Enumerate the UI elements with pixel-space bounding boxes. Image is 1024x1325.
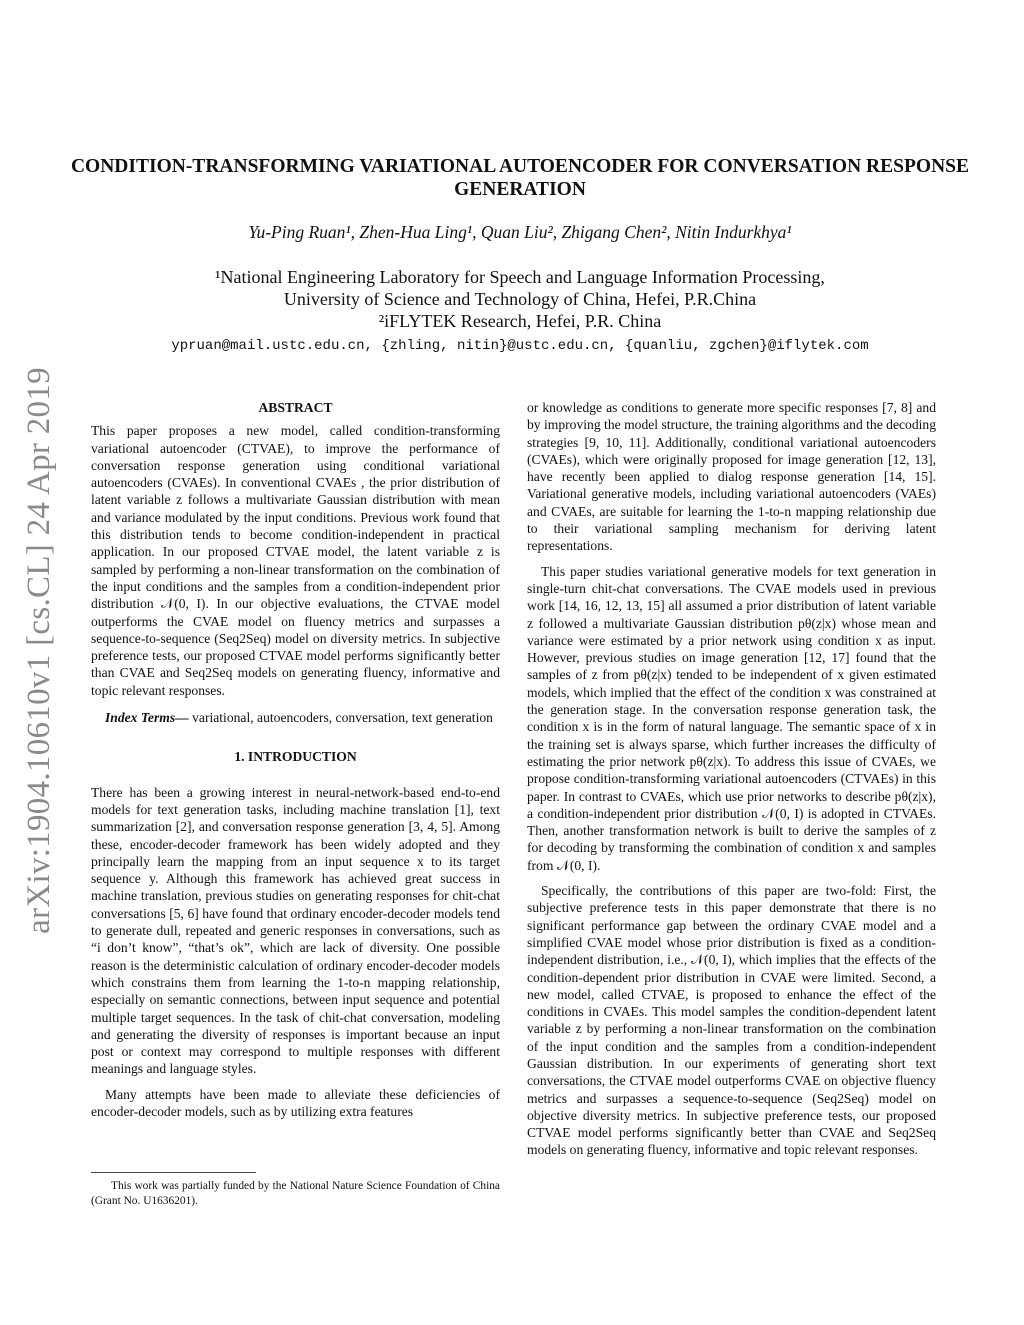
right-paragraph-3: Specifically, the contributions of this paper are two-fold: First, the subjective preference tests in this paper demonstrate that there is no significant performance gap between the ordinary CVAE model and a simplified CVAE model whose prior distribution is fixed as a condition-independent distribution, i.e., 𝒩(0, I), which implies that the effects of the condition-dependent prior distribution in CVAE were limited. Second, a new model, called CTVAE, is proposed to enhance the effect of the conditions in CVAEs. This model samples the condition-dependent latent variable z by performing a non-linear transformation on the combination of the input condition and the samples from a condition-independent Gaussian distribution. In our experiments of generating short text conversations, the CTVAE model outperforms CVAE on objective fluency metrics and surpasses a sequence-to-sequence (Seq2Seq) model on objective diversity metrics. In subjective preference tests, our proposed CTVAE model performs significantly better than CVAE and Seq2Seq models on generating fluency, informative and topic relevant responses.	[527, 883, 936, 1158]
index-terms-text: variational, autoencoders, conversation, text generation	[188, 710, 493, 726]
right-paragraph-2: This paper studies variational generative models for text generation in single-turn chit-chat conversations. The CVAE models used in previous work [14, 16, 12, 13, 15] all assumed a prior distribution of latent variable z followed a multivariate Gaussian distribution pθ(z|x) whose mean and variance were estimated by a prior network using condition x as input. However, previous studies on image generation [12, 17] found that the samples of z from pθ(z|x) tended to be independent of x given estimated models, which implied that the effect of the condition x was constrained at the generation stage. In the conversation response generation task, the condition x is in the form of natural language. The semantic space of x in the training set is always sparse, which further increases the difficulty of estimating the prior network pθ(z|x). To address this issue of CVAEs, we propose condition-transforming variational autoencoders (CTVAEs) in this paper. In contrast to CVAEs, which use prior networks to describe pθ(z|x), a condition-independent prior distribution 𝒩(0, I) is adopted in CTVAEs. Then, another transformation network is built to derive the samples of z for decoding by transforming the combination of condition x and samples from 𝒩(0, I).	[527, 563, 936, 873]
footnote-text: This work was partially funded by the National Nature Science Foundation of China (Grant No. U1636201).	[91, 1180, 500, 1207]
abstract-text: This paper proposes a new model, called condition-transforming variational autoencoder (CTVAE), to improve the performance of conversation response generation using conditional variational autoencoders (CVAEs). In conventional CVAEs , the prior distribution of latent variable z follows a multivariate Gaussian distribution with mean and variance modulated by the input conditions. Previous work found that this distribution tends to become condition-independent in practical application. In our proposed CTVAE model, the latent variable z is sampled by performing a non-linear transformation on the combination of the input conditions and the samples from a condition-independent prior distribution 𝒩(0, I). In our objective evaluations, the CTVAE model outperforms the CVAE model on fluency metrics and surpasses a sequence-to-sequence (Seq2Seq) model on diversity metrics. In subjective preference tests, our proposed CTVAE model performs significantly better than CVAE and Seq2Seq models on generating fluency, informative and topic relevant responses.	[91, 423, 500, 698]
index-terms-label: Index Terms—	[105, 710, 189, 726]
affiliation-line-3: ²iFLYTEK Research, Hefei, P.R. China	[378, 311, 662, 331]
right-column	[527, 399, 936, 1159]
arxiv-identifier: arXiv:1904.10610v1 [cs.CL] 24 Apr 2019	[20, 366, 57, 934]
author-emails: ypruan@mail.ustc.edu.cn, {zhling, nitin}@ustc.edu.cn, {quanliu, zgchen}@iflytek.com	[171, 338, 869, 354]
introduction-paragraph-2: Many attempts have been made to alleviate these deficiencies of encoder-decoder models, such as by utilizing extra features	[91, 1086, 500, 1119]
affiliation-line-2: University of Science and Technology of China, Hefei, P.R.China	[283, 289, 757, 309]
affiliations	[60, 266, 980, 332]
footnote	[91, 1172, 500, 1209]
affiliation-line-1: ¹National Engineering Laboratory for Speech and Language Information Processing,	[215, 267, 825, 287]
footnote-rule	[91, 1172, 256, 1173]
right-paragraph-1: or knowledge as conditions to generate more specific responses [7, 8] and by improving the model structure, the training algorithms and the decoding strategies [9, 10, 11]. Additionally, conditional variational autoencoders (CVAEs), which were originally proposed for image generation [12, 13], have recently been applied to dialog response generation [14, 15]. Variational generative models, including variational autoencoders (VAEs) and CVAEs, are suitable for learning the 1-to-n mapping relationship due to their variational sampling mechanism for deriving latent representations.	[527, 400, 936, 554]
abstract-heading: ABSTRACT	[258, 400, 333, 415]
arxiv-watermark	[14, 355, 64, 945]
left-column	[91, 399, 500, 1120]
index-terms	[91, 709, 500, 726]
author-list: Yu-Ping Ruan¹, Zhen-Hua Ling¹, Quan Liu², Zhigang Chen², Nitin Indurkhya¹	[248, 222, 792, 242]
introduction-paragraph-1: There has been a growing interest in neural-network-based end-to-end models for text generation tasks, including machine translation [1], text summarization [2], and conversation response generation [3, 4, 5]. Among these, encoder-decoder framework has been widely adopted and they principally learn the mapping from an input sequence x to its target sequence y. Although this framework has achieved great success in machine translation, previous studies on generating responses for chit-chat conversations [5, 6] have found that ordinary encoder-decoder models tend to generate dull, repeated and generic responses in conversations, such as “i don’t know”, “that’s ok”, which are lack of diversity. One possible reason is the deterministic calculation of ordinary encoder-decoder models which constrains them from learning the 1-to-n mapping relationship, especially on semantic connections, between input sequence and potential multiple target sequences. In the task of chit-chat conversation, modeling and generating the diversity of responses is important because an input post or context may correspond to multiple responses with different meanings and language styles.	[91, 784, 500, 1077]
introduction-heading: 1. INTRODUCTION	[234, 749, 357, 765]
paper-title: CONDITION-TRANSFORMING VARIATIONAL AUTOENCODER FOR CONVERSATION RESPONSE GENERATION	[70, 156, 970, 200]
